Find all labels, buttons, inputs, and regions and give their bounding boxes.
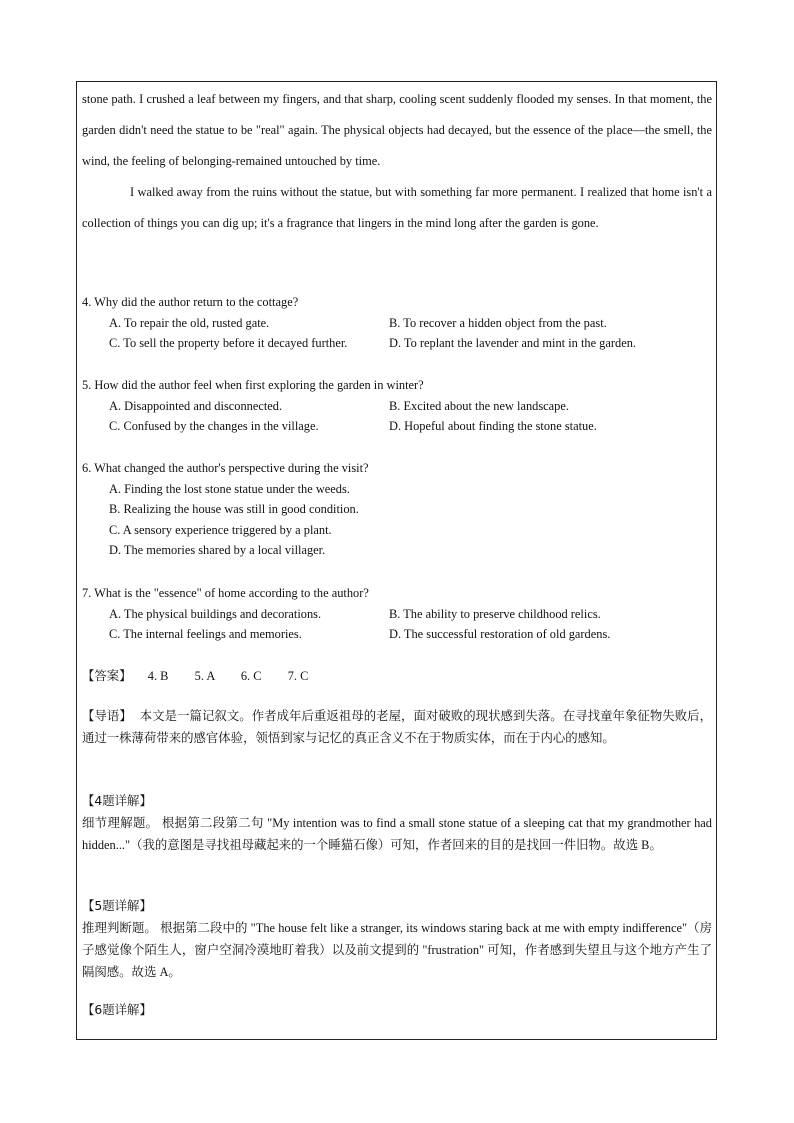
guide-text xyxy=(82,705,712,749)
answer-label: 【答案】 xyxy=(82,668,132,683)
explanation-label: 【4题详解】 xyxy=(82,793,152,808)
option-b: B. To recover a hidden object from the past. xyxy=(389,315,607,330)
explanation-text: 细节理解题。 根据第二段第二句 "My intention was to find a small stone statue of a sleeping cat that my grandmother had hidden..."（我的意图是寻找祖母藏起来的一个睡猫石像）可知，作者回来的目的是找回一件旧物。故选 B。 xyxy=(82,816,712,852)
option-grid xyxy=(82,396,712,437)
option-d: D. The successful restoration of old gardens. xyxy=(389,627,611,641)
option-b: B. Realizing the house was still in good condition. xyxy=(109,502,359,516)
option-a: A. Finding the lost stone statue under the weeds. xyxy=(109,481,350,496)
question-stem: 7. What is the "essence" of home according to the author? xyxy=(82,586,369,600)
explanation-6 xyxy=(82,999,712,1021)
answer-item: 5. A xyxy=(194,669,215,683)
option-b: B. The ability to preserve childhood relics. xyxy=(389,606,601,621)
option-grid xyxy=(82,313,712,354)
option-b: B. Excited about the new landscape. xyxy=(389,398,569,413)
guide-section xyxy=(82,705,712,749)
question-stem: 5. How did the author feel when first exploring the garden in winter? xyxy=(82,378,424,392)
option-c: C. The internal feelings and memories. xyxy=(109,627,302,641)
explanation-4 xyxy=(82,790,712,856)
option-c: C. Confused by the changes in the village. xyxy=(109,419,319,433)
option-d: D. To replant the lavender and mint in the garden. xyxy=(389,336,636,350)
question-4 xyxy=(82,292,712,354)
passage-paragraph: I walked away from the ruins without the statue, but with something far more permanent. I realized that home isn't a collection of things you can dig up; it's a fragrance that lingers in the mind long after the garden is gone. xyxy=(82,185,712,230)
option-a: A. Disappointed and disconnected. xyxy=(109,398,283,413)
explanation-5 xyxy=(82,895,712,983)
option-list xyxy=(82,479,712,561)
explanation-label: 【6题详解】 xyxy=(82,1002,152,1017)
option-d: D. Hopeful about finding the stone statue. xyxy=(389,419,597,433)
option-d: D. The memories shared by a local villager. xyxy=(109,543,326,557)
option-a: A. The physical buildings and decorations. xyxy=(109,606,322,621)
explanation-label: 【5题详解】 xyxy=(82,898,152,913)
option-grid xyxy=(82,604,712,645)
option-c: C. To sell the property before it decayed further. xyxy=(109,336,348,350)
guide-body: 本文是一篇记叙文。作者成年后重返祖母的老屋，面对破败的现状感到失落。在寻找童年象征物失败后，通过一株薄荷带来的感官体验，领悟到家与记忆的真正含义不在于物质实体，而在于内心的感知。 xyxy=(82,708,712,745)
answer-key xyxy=(82,666,308,686)
guide-label: 【导语】 xyxy=(82,708,132,723)
answer-item: 6. C xyxy=(240,669,262,683)
question-5 xyxy=(82,375,712,437)
passage-paragraph: stone path. I crushed a leaf between my fingers, and that sharp, cooling scent suddenly flooded my senses. In that moment, the garden didn't need the statue to be "real" again. The physical objects had decayed, but the essence of the place—the smell, the wind, the feeling of belonging-remained untouched by time. xyxy=(82,92,712,168)
explanation-text: 推理判断题。 根据第二段中的 "The house felt like a stranger, its windows staring back at me with empty indifference"（房子感觉像个陌生人，窗户空洞冷漠地盯着我）以及前文提到的 "frustration" 可知，作者感到失望且与这个地方产生了隔阂感。故选 A。 xyxy=(82,921,712,979)
question-stem: 6. What changed the author's perspective during the visit? xyxy=(82,461,369,475)
question-7 xyxy=(82,583,712,645)
option-a: A. To repair the old, rusted gate. xyxy=(109,315,270,330)
answer-item: 4. B xyxy=(147,669,169,683)
answer-item: 7. C xyxy=(287,669,309,683)
question-6 xyxy=(82,458,712,561)
option-c: C. A sensory experience triggered by a plant. xyxy=(109,522,332,537)
question-stem: 4. Why did the author return to the cottage? xyxy=(82,295,299,309)
